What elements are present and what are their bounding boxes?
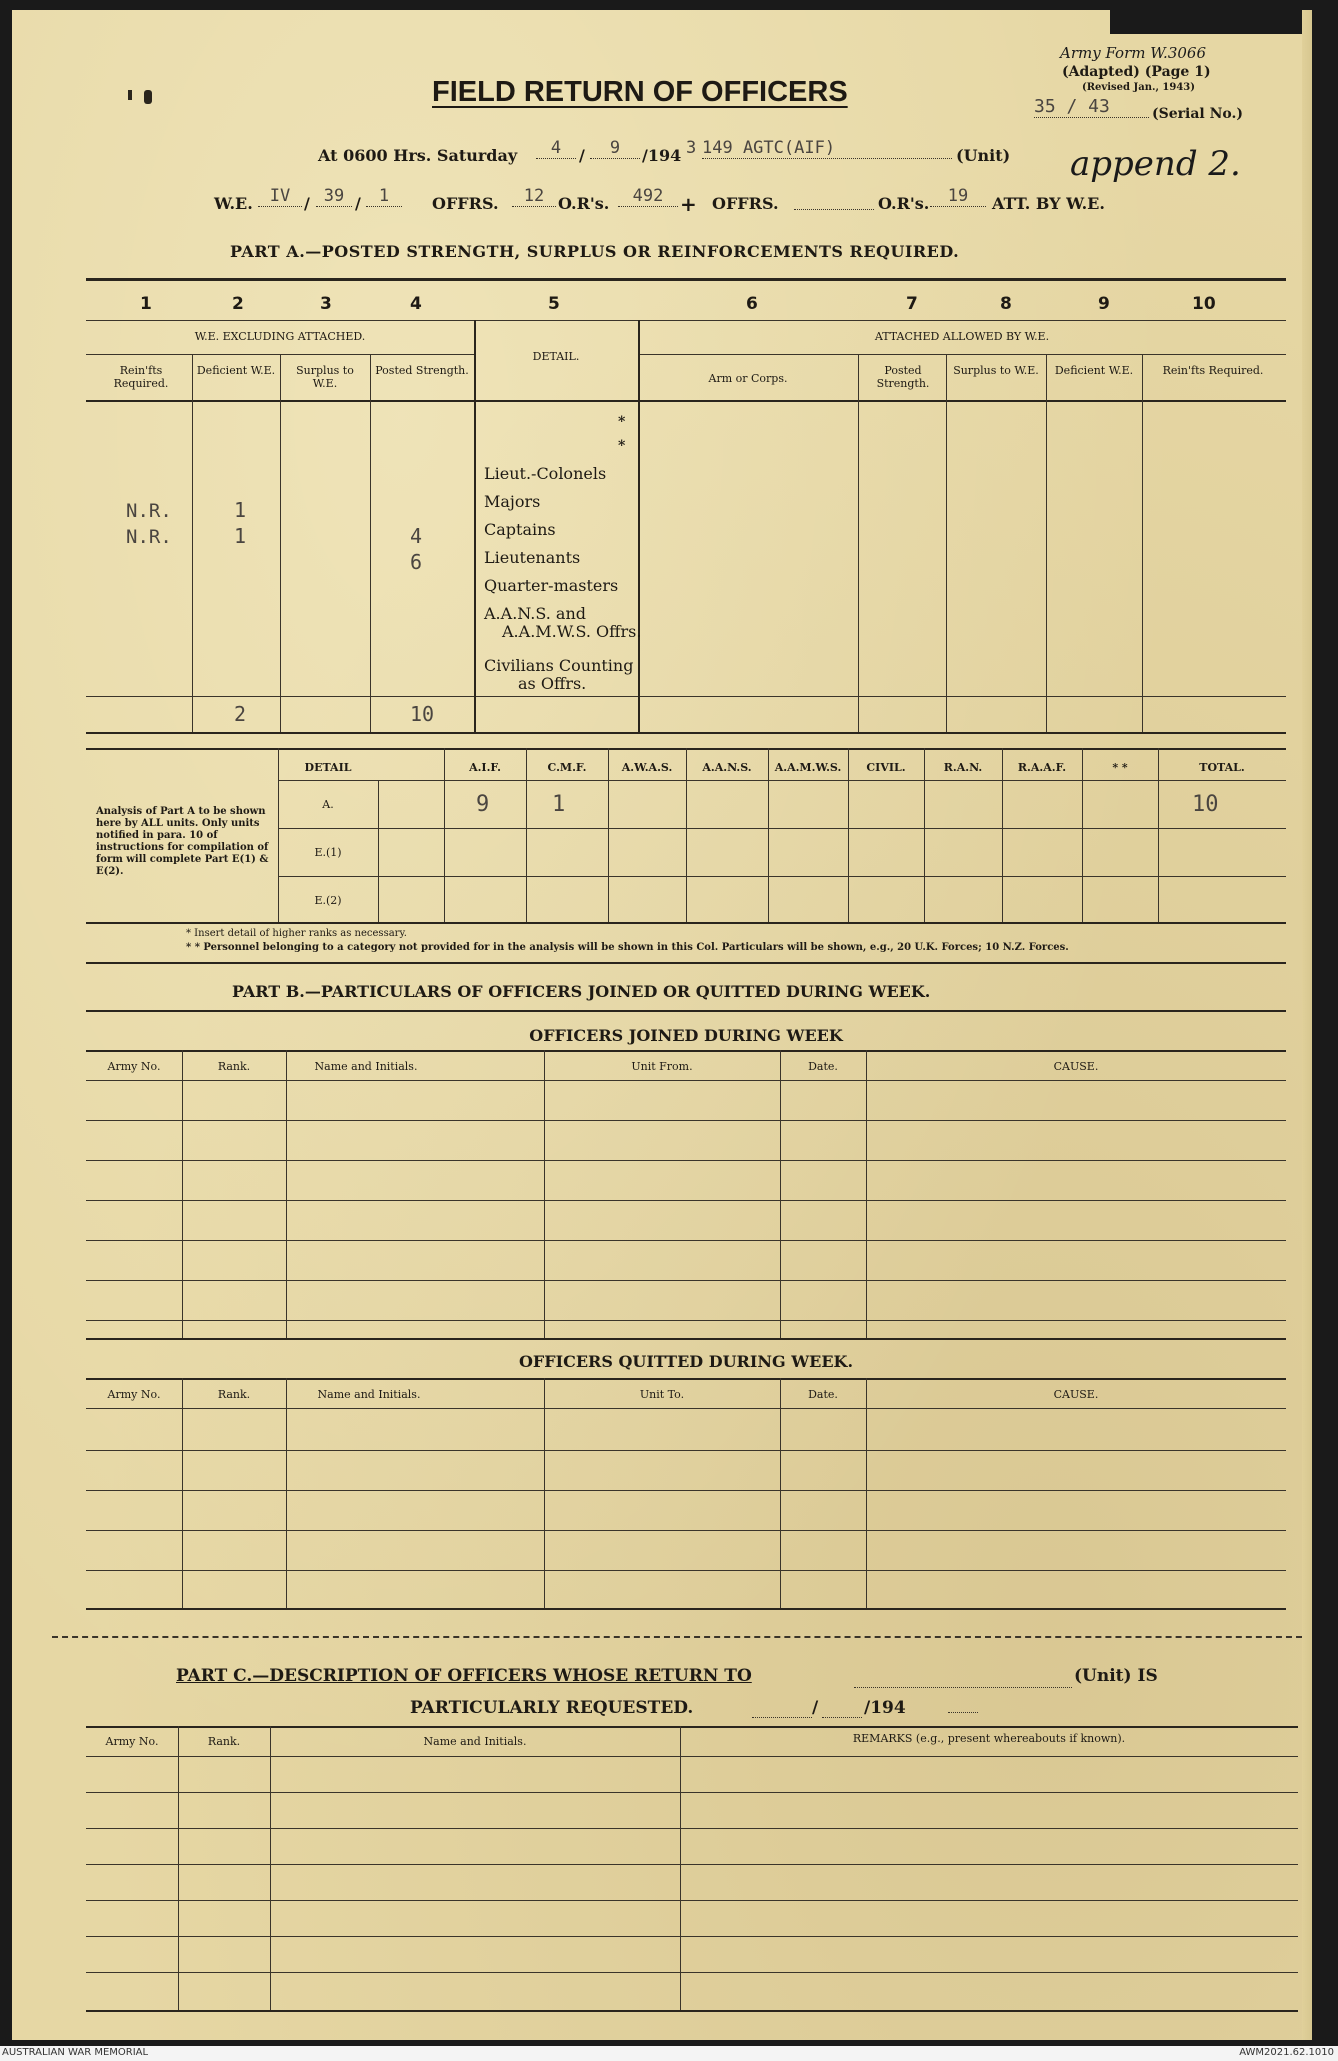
part-c-title-end: (Unit) IS: [1074, 1666, 1158, 1686]
rank-lieut-colonels: Lieut.-Colonels: [484, 464, 607, 483]
analysis-header-ran: R.A.N.: [943, 761, 983, 774]
analysis-total-value: 10: [1192, 792, 1219, 817]
handwritten-note: append 2.: [1070, 144, 1241, 184]
archive-footer: [0, 2046, 1338, 2061]
torn-edge: [1110, 10, 1312, 34]
punch-mark-small: [128, 90, 132, 100]
part-c-date-year: [948, 1712, 978, 1713]
group-attached-allowed: ATTACHED ALLOWED BY W.E.: [874, 330, 1050, 343]
joined-header-cause: CAUSE.: [1053, 1060, 1099, 1073]
analysis-aif-value: 9: [476, 792, 490, 817]
col-num-10: 10: [1192, 294, 1216, 314]
footer-right: AWM2021.62.1010: [1239, 2047, 1334, 2058]
part-c-header-name: Name and Initials.: [423, 1735, 527, 1748]
header-reinfts-2: Rein'fts Required.: [1162, 364, 1264, 377]
rank-majors: Majors: [484, 492, 541, 511]
part-c-date-day: [752, 1696, 812, 1718]
part-c-header-rank: Rank.: [207, 1735, 241, 1748]
header-surplus-2: Surplus to W.E.: [953, 364, 1039, 377]
analysis-header-cmf: C.M.F.: [547, 761, 587, 774]
quitted-header-name: Name and Initials.: [317, 1388, 421, 1401]
header-posted: Posted Strength.: [375, 364, 469, 377]
col-num-7: 7: [906, 294, 918, 314]
group-we-excluding: W.E. EXCLUDING ATTACHED.: [194, 330, 366, 343]
joined-header-name: Name and Initials.: [314, 1060, 418, 1073]
col-num-1: 1: [140, 294, 152, 314]
rank-aamws: A.A.M.W.S. Offrs.: [502, 622, 642, 641]
analysis-header-aans: A.A.N.S.: [702, 761, 752, 774]
part-c-header-army-no: Army No.: [105, 1735, 159, 1748]
header-detail: DETAIL.: [532, 350, 580, 363]
joined-header-date: Date.: [808, 1060, 838, 1073]
quitted-header-date: Date.: [808, 1388, 838, 1401]
col-num-6: 6: [746, 294, 758, 314]
year-prefix: /194: [642, 146, 682, 165]
serial-number: 35 / 43: [1034, 96, 1149, 118]
analysis-cmf-value: 1: [552, 792, 566, 817]
col-num-9: 9: [1098, 294, 1110, 314]
at-label: At 0600 Hrs. Saturday: [318, 146, 518, 165]
offrs-label: OFFRS.: [432, 194, 499, 213]
analysis-row-e1: E.(1): [314, 846, 342, 859]
star-1: *: [618, 414, 626, 430]
analysis-header-total: TOTAL.: [1199, 761, 1245, 774]
quitted-header-rank: Rank.: [217, 1388, 251, 1401]
quitted-header-unit-to: Unit To.: [639, 1388, 685, 1401]
footnote-2: * * Personnel belonging to a category not provided for in the analysis will be shown in this Col. Particulars will be shown, e.g., 20 U.K. Forces; 10 N.Z. Forces.: [186, 942, 1069, 953]
col-num-4: 4: [410, 294, 422, 314]
part-c-date-month: [822, 1696, 862, 1718]
we-1: IV: [258, 186, 302, 207]
att-label: ATT. BY W.E.: [992, 194, 1105, 213]
rank-aans: A.A.N.S. and: [484, 604, 586, 623]
deficient-majors: 1: [234, 498, 247, 522]
part-a-title: PART A.—POSTED STRENGTH, SURPLUS OR REINFORCEMENTS REQUIRED.: [230, 242, 960, 261]
analysis-header-awas: A.W.A.S.: [621, 761, 673, 774]
deficient-captains: 1: [234, 524, 247, 548]
plus-sign: +: [680, 192, 697, 216]
punch-mark: [144, 90, 152, 104]
header-reinfts: Rein'fts Required.: [113, 364, 169, 390]
header-posted-2: Posted Strength.: [876, 364, 930, 390]
header-deficient-2: Deficient W.E.: [1054, 364, 1134, 377]
we-3: 1: [366, 186, 402, 207]
total-posted: 10: [410, 702, 435, 726]
rank-as-offrs: as Offrs.: [518, 674, 587, 693]
analysis-header-raaf: R.A.A.F.: [1017, 761, 1067, 774]
header-arm-corps: Arm or Corps.: [708, 372, 788, 385]
analysis-header-other: * *: [1112, 761, 1128, 774]
form-page: Army Form W.3066 (Adapted) (Page 1) (Revised Jan., 1943) 35 / 43 (Serial No.) append 2. FIELD RETURN OF OFFICERS At 0600 Hrs. Saturday 4 / 9 /194 3 149 AGTC(AIF) (Unit) W.E. IV / 39 / 1 OFFRS. 12 O.R's. 492 + OFFRS. O.R's. 19 ATT. BY W.E. PART A.—POSTED STRENGTH, SURPLUS OR REINFORCEMENTS REQUIRED. 1 2 3 4 5 6 7 8 9 10 W.E. EXCLUDING ATTACHED. ATTACHED ALLOWED BY W.E. DETAIL. Rein'fts Required. Deficient W.E. Surplus to W.E. Posted Strength. Arm or Corps. Posted Strength. Surplus to W.E. Deficient W.E. Rein'fts Required. * * Lieut.-Colonels Majors Captains Lieutenants Quarter-masters A.A.N.S. and A.A.M.W.S. Offrs. Civilians Counting as Offrs. N.R. N.R. 1 1 4 6 2 10 Analysis of Part A to be shown here by ALL units. Only units notified in para. 10 of instructions for compilation of form will complete Part E(1) & E(2). DETAIL A.I.F. C.M.F. A.W.A.S. A.A.N.S. A.A.M.W.S. CIVIL. R.A.N. R.A.A.F. * * TOTAL. A. E.(1) E.(2) 9 1 10 * Insert detail of higher ranks as necessary. * * Personnel belonging to a category not provided for in the analysis will be shown in this Col. Particulars will be shown, e.g., 20 U.K. Forces; 10 N.Z. Forces. PART B.—PARTICULARS OF OFFICERS JOINED OR QUITTED DURING WEEK. OFFICERS JOINED DURING WEEK Army No. Rank. Name and Initials. Unit From. Date. CAUSE. OFFICERS QUITTED DURING WEEK. Army No. Rank. Name and Initials. Unit To. Date. CAUSE. PART C.—DESCRIPTION OF OFFICERS WHOSE RETURN TO (Unit) IS PARTICULARLY REQUESTED. / /194 Army No. Rank. Name and Initials. REMARKS (e.g., present whereabouts if known).: [12, 10, 1312, 2040]
rank-quarter-masters: Quarter-masters: [484, 576, 619, 595]
unit-label: (Unit): [956, 146, 1011, 165]
ors-label: O.R's.: [558, 194, 610, 213]
unit-value: 149 AGTC(AIF): [702, 138, 952, 159]
we-label: W.E.: [214, 194, 253, 213]
analysis-note: Analysis of Part A to be shown here by ALL units. Only units notified in para. 10 of instructions for compilation of form will complete Part E(1) & E(2).: [96, 806, 269, 877]
analysis-row-a: A.: [322, 798, 334, 811]
quitted-header-cause: CAUSE.: [1053, 1388, 1099, 1401]
joined-header-army-no: Army No.: [107, 1060, 161, 1073]
quitted-title: OFFICERS QUITTED DURING WEEK.: [518, 1352, 854, 1371]
year-digit: 3: [686, 138, 697, 158]
offrs2-label: OFFRS.: [712, 194, 779, 213]
date-day: 4: [536, 138, 576, 159]
ors2-label: O.R's.: [878, 194, 930, 213]
rank-lieutenants: Lieutenants: [484, 548, 581, 567]
quitted-header-army-no: Army No.: [107, 1388, 161, 1401]
joined-header-unit-from: Unit From.: [631, 1060, 693, 1073]
analysis-header-civil: CIVIL.: [866, 761, 906, 774]
analysis-header-aif: A.I.F.: [469, 761, 501, 774]
col-num-8: 8: [1000, 294, 1012, 314]
part-c-year: /194: [864, 1698, 906, 1718]
form-title: FIELD RETURN OF OFFICERS: [432, 76, 848, 108]
offrs-value: 12: [512, 186, 556, 207]
dashed-separator: [52, 1636, 1302, 1638]
paper-edge: [1302, 10, 1312, 2040]
we-2: 39: [316, 186, 352, 207]
army-form-label: Army Form W.3066: [1060, 44, 1206, 62]
part-c-header-remarks: REMARKS (e.g., present whereabouts if known).: [852, 1732, 1126, 1745]
serial-label: (Serial No.): [1152, 106, 1243, 122]
revised-label: (Revised Jan., 1943): [1082, 82, 1195, 93]
col-num-3: 3: [320, 294, 332, 314]
analysis-header-aamws: A.A.M.W.S.: [774, 761, 842, 774]
nr-captains: N.R.: [126, 526, 172, 548]
date-month: 9: [590, 138, 640, 159]
total-deficient: 2: [234, 702, 247, 726]
footer-left: AUSTRALIAN WAR MEMORIAL: [2, 2047, 149, 2058]
analysis-row-e2: E.(2): [314, 894, 342, 907]
ors-value: 492: [618, 186, 678, 207]
part-c-title: PART C.—DESCRIPTION OF OFFICERS WHOSE RETURN TO: [176, 1666, 752, 1686]
header-surplus: Surplus to W.E.: [296, 364, 354, 390]
header-deficient: Deficient W.E.: [196, 364, 276, 377]
offrs2-value: [794, 186, 874, 210]
part-b-title: PART B.—PARTICULARS OF OFFICERS JOINED OR QUITTED DURING WEEK.: [232, 982, 931, 1001]
analysis-header-detail: DETAIL: [304, 761, 352, 774]
star-2: *: [618, 438, 626, 454]
footnote-1: * Insert detail of higher ranks as necessary.: [186, 928, 407, 939]
rank-civilians: Civilians Counting: [484, 656, 634, 675]
part-c-title-line2: PARTICULARLY REQUESTED.: [410, 1698, 694, 1718]
posted-captains: 4: [410, 524, 423, 548]
adapted-label: (Adapted) (Page 1): [1062, 64, 1211, 80]
col-num-5: 5: [548, 294, 560, 314]
nr-majors: N.R.: [126, 500, 172, 522]
posted-lieutenants: 6: [410, 550, 423, 574]
part-c-unit-field: [854, 1664, 1072, 1688]
col-num-2: 2: [232, 294, 244, 314]
joined-header-rank: Rank.: [217, 1060, 251, 1073]
ors2-value: 19: [930, 186, 986, 207]
rank-captains: Captains: [484, 520, 556, 539]
joined-title: OFFICERS JOINED DURING WEEK: [529, 1026, 843, 1045]
